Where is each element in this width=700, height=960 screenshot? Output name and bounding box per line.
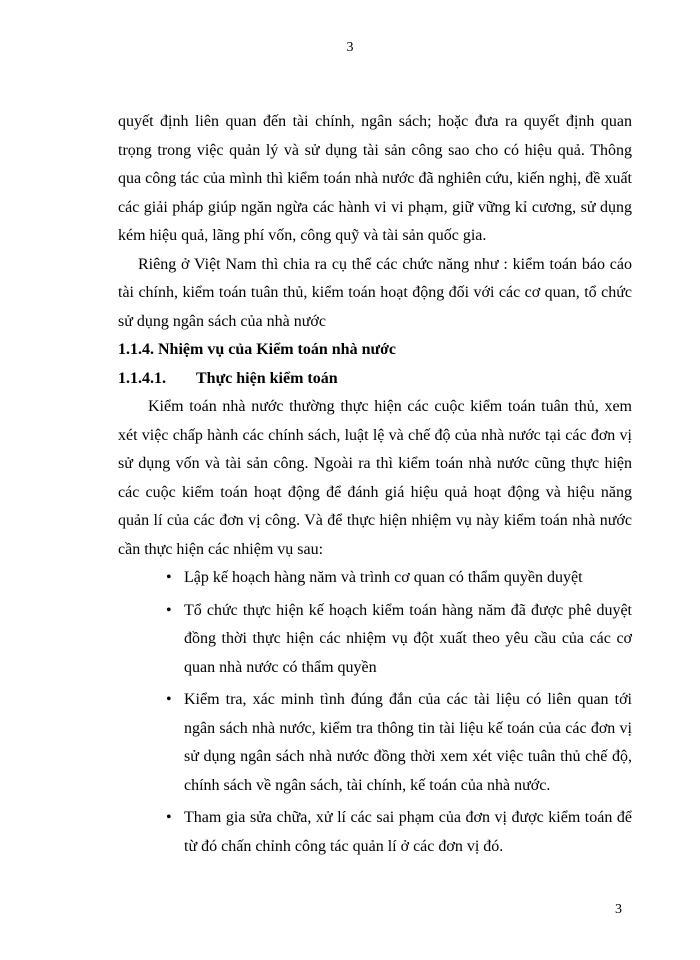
- bullet-icon: •: [166, 691, 172, 708]
- bullet-icon: •: [166, 569, 172, 586]
- paragraph-3: Kiểm toán nhà nước thường thực hiện các cuộc kiểm toán tuân thủ, xem xét việc chấp hành các chính sách, luật lệ và chế độ của nhà nước tại các đơn vị sử dụng vốn và tài sản công. Ngoài ra thì kiểm toán nhà nước cũng thực hiện các cuộc kiểm toán hoạt động để đánh giá hiệu quả hoạt động và hiệu năng quản lí của các đơn vị công. Và để thực hiện nhiệm vụ này kiểm toán nhà nước cần thực hiện các nhiệm vụ sau:: [118, 398, 632, 558]
- document-body: [118, 108, 632, 865]
- page-number-bottom: 3: [615, 902, 622, 917]
- page-number-top: 3: [346, 40, 354, 55]
- bullet-icon: •: [166, 601, 172, 619]
- task-list: [118, 564, 632, 861]
- section-heading: 1.1.4. Nhiệm vụ của Kiểm toán nhà nước: [118, 341, 397, 358]
- list-item: • Tổ chức thực hiện kế hoạch kiểm toán hàng năm đã được phê duyệt đồng thời thực hiện các nhiệm vụ đột xuất theo yêu cầu của các cơ quan nhà nước có thẩm quyền: [118, 597, 632, 683]
- paragraph-1: quyết định liên quan đến tài chính, ngân sách; hoặc đưa ra quyết định quan trọng trong việc quản lý và sử dụng tài sản công sao cho có hiệu quả. Thông qua công tác của mình thì kiểm toán nhà nước đã nghiên cứu, kiến nghị, đề xuất các giải pháp giúp ngăn ngừa các hành vi vi phạm, giữ vững kỉ cương, sử dụng kém hiệu quả, lãng phí vốn, công quỹ và tài sản quốc gia.: [118, 113, 632, 244]
- subsection-title: Thực hiện kiểm toán: [196, 369, 338, 387]
- subsection-heading: [118, 365, 632, 394]
- list-item: • Lập kế hoạch hàng năm và trình cơ quan có thẩm quyền duyệt: [118, 564, 632, 593]
- list-item: • Tham gia sửa chữa, xử lí các sai phạm của đơn vị được kiểm toán để từ đó chấn chỉnh công tác quản lí ở các đơn vị đó.: [118, 804, 632, 861]
- subsection-number: 1.1.4.1.: [118, 369, 166, 387]
- list-item: • Kiểm tra, xác minh tình đúng đắn của các tài liệu có liên quan tới ngân sách nhà nước, kiểm tra thông tin tài liệu kế toán của các đơn vị sử dụng ngân sách nhà nước đồng thời xem xét việc tuân thủ chế độ, chính sách về ngân sách, tài chính, kế toán của nhà nước.: [118, 686, 632, 800]
- paragraph-2: Riêng ở Việt Nam thì chia ra cụ thể các chức năng như : kiểm toán báo cáo tài chính, kiểm toán tuân thủ, kiểm toán hoạt động đối với các cơ quan, tổ chức sử dụng ngân sách của nhà nước: [118, 255, 632, 330]
- bullet-icon: •: [166, 809, 172, 826]
